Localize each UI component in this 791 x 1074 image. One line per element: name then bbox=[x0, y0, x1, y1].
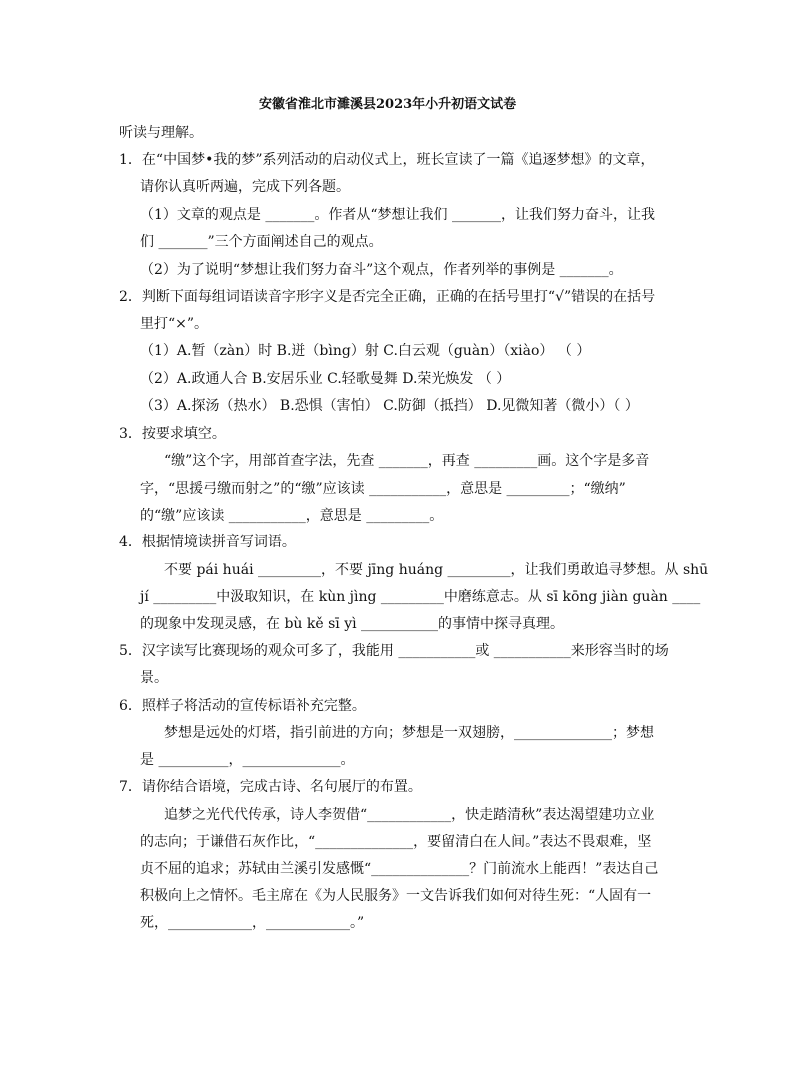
q2-line: （3）A.探汤（热水） B.恐惧（害怕） C.防御（抵挡） D.见微知著（微小）（ ） bbox=[140, 398, 639, 414]
q5-line: 5．汉字读写比赛现场的观众可多了，我能用 ___________或 ___________来形容当时的场 bbox=[119, 643, 669, 659]
q4-line: 不要 pái huái _________，不要 jīng huáng _________，让我们勇敢追寻梦想。从 shū bbox=[164, 562, 709, 578]
q7-line: 贞不屈的追求；苏轼由兰溪引发感慨“______________？门前流水上能西！”表达自己 bbox=[140, 861, 659, 877]
q6-line: 6．照样子将活动的宣传标语补充完整。 bbox=[119, 698, 366, 714]
q2-line: 2．判断下面每组词语读音字形字义是否完全正确，正确的在括号里打“√”错误的在括号 bbox=[119, 289, 656, 305]
q4-line: jí _________中汲取知识，在 kùn jìng _________中磨练意志。从 sī kōng jiàn guàn ____ bbox=[140, 589, 701, 605]
q3-line: 的“缴”应该读 ___________，意思是 _________。 bbox=[140, 508, 444, 524]
q7-line: 的志向；于谦借石灰作比，“______________，要留清白在人间。”表达不畏艰难，坚 bbox=[140, 834, 652, 850]
q5-line: 景。 bbox=[140, 670, 168, 686]
q3-line: “缴”这个字，用部首查字法，先查 _______，再查 _________画。这个字是多音 bbox=[164, 453, 650, 469]
q7-line: 死，____________，____________。” bbox=[140, 915, 365, 931]
q7-line: 7．请你结合语境，完成古诗、名句展厅的布置。 bbox=[119, 779, 422, 795]
q6-line: 梦想是远处的灯塔，指引前进的方向；梦想是一双翅膀，______________；梦想 bbox=[164, 725, 654, 741]
q7-line: 追梦之光代代传承，诗人李贺借“____________，快走踏清秋”表达渴望建功立业 bbox=[164, 807, 655, 823]
q3-line: 3．按要求填空。 bbox=[119, 426, 226, 442]
q1-line: 请你认真听两遍，完成下列各题。 bbox=[140, 179, 350, 195]
q3-line: 字，“思援弓缴而射之”的“缴”应该读 ___________，意思是 _________；“缴纳” bbox=[140, 481, 626, 497]
q2-line: （1）A.暂（zàn）时 B.迸（bìng）射 C.白云观（guàn）（xiào） （ ） bbox=[140, 343, 591, 359]
q1-line: （2）为了说明“梦想让我们努力奋斗”这个观点，作者列举的事例是 _______。 bbox=[140, 262, 623, 278]
q4-line: 的现象中发现灵感，在 bù kě sī yì ___________的事情中探寻真理。 bbox=[140, 616, 565, 632]
q2-line: （2）A.政通人合 B.安居乐业 C.轻歌曼舞 D.荣光焕发 （ ） bbox=[140, 371, 511, 387]
q2-line: 里打“×”。 bbox=[140, 316, 209, 332]
section-heading: 听读与理解。 bbox=[119, 125, 203, 141]
exam-title: 安徽省淮北市濉溪县2023年小升初语文试卷 bbox=[259, 97, 517, 112]
q6-line: 是 __________，______________。 bbox=[140, 752, 355, 768]
q1-line: 1．在“中国梦•我的梦”系列活动的启动仪式上，班长宣读了一篇《追逐梦想》的文章， bbox=[119, 152, 655, 168]
q4-line: 4．根据情境读拼音写词语。 bbox=[119, 534, 296, 550]
q1-line: 们 _______”三个方面阐述自己的观点。 bbox=[140, 234, 383, 250]
q1-line: （1）文章的观点是 _______。作者从“梦想让我们 _______，让我们努力奋斗，让我 bbox=[140, 207, 655, 223]
q7-line: 积极向上之情怀。毛主席在《为人民服务》一文告诉我们如何对待生死：“人固有一 bbox=[140, 888, 652, 904]
